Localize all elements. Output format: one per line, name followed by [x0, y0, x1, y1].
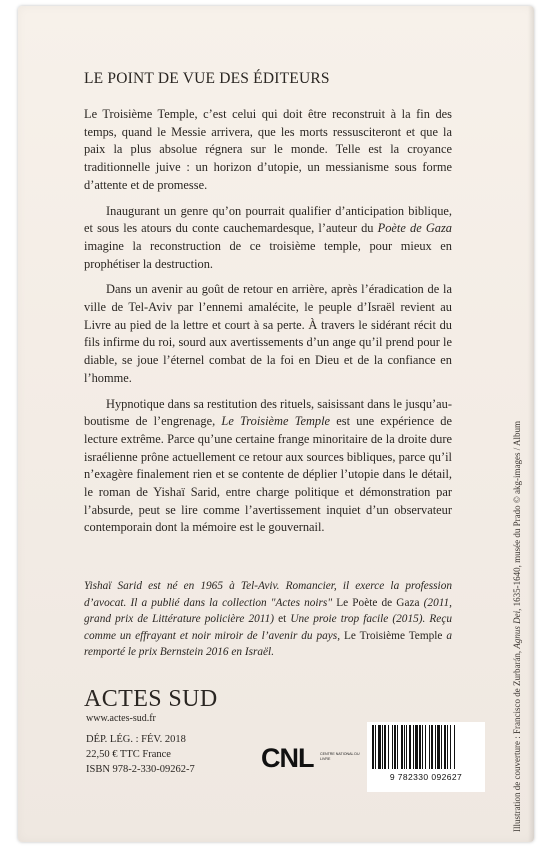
barcode-bar — [450, 725, 451, 769]
barcode-bar — [404, 725, 405, 769]
legal-deposit: DÉP. LÉG. : FÉV. 2018 — [86, 734, 186, 745]
barcode-bar — [375, 725, 376, 769]
p4-title: Le Troisième Temple — [221, 414, 331, 429]
barcode-bar — [406, 725, 407, 769]
barcode-bar — [384, 725, 386, 769]
bio-text-a: Yishaï Sarid est né en 1965 à Tel-Aviv. Romancier, il exerce la profession d’avocat. Il a publié dans la collection "Actes noirs" — [84, 580, 452, 609]
barcode-bar — [454, 725, 455, 769]
bio-text-e: a remporté le prix Bernstein 2016 en Israël. — [84, 629, 452, 658]
barcode-bar — [425, 725, 426, 769]
book-back-cover — [18, 6, 534, 842]
cnl-logo-mark: CNL — [261, 743, 314, 773]
barcode-bar — [447, 725, 448, 769]
p2-text-b: imagine la reconstruction de ce troisième temple, pour mieux en prophétiser la destruction. — [84, 238, 452, 271]
barcode-bar — [388, 725, 389, 769]
author-bio — [84, 578, 452, 661]
bio-text-c: et — [278, 613, 287, 625]
blurb-paragraph-1: Le Troisième Temple, c’est celui qui doit être reconstruit à la fin des temps, quand le Messie arrivera, que les morts ressusciteront et que la paix la plus absolue régnera sur le monde. Telle est la croyance traditionnelle juive : un horizon d’utopie, un messianisme sous forme d’attente et de promesse. — [84, 107, 452, 192]
legal-info — [86, 732, 195, 777]
barcode-bars — [370, 725, 482, 771]
blurb-paragraph-2 — [84, 203, 452, 274]
publisher-logo: ACTES SUD — [84, 686, 218, 712]
barcode-digits: 9 782330 092627 — [389, 772, 463, 782]
p4-text-b: est une expérience de lecture extrême. Parce qu’une certaine frange minoritaire de la droite dure israélienne prône actuellement ce retour aux sources bibliques, parce qu’il n’exagère finalement rien et se contente de déplier l’utopie dans le détail, le roman de Yishaï Sarid, entre charge politique et démonstration par l’absurde, peut se lire comme l’avertissement inquiet d’un observateur contemporain dont la mémoire est le gouvernail. — [84, 414, 452, 535]
p2-title: Poète de Gaza — [377, 221, 452, 236]
barcode-bar — [409, 725, 411, 769]
p4-text-a: Hypnotique dans sa restitution des rituels, saisissant dans le jusqu’au-boutisme de l’engrenage, — [84, 396, 452, 429]
cnl-logo — [261, 743, 360, 783]
barcode-bar — [429, 725, 430, 769]
barcode — [367, 722, 485, 792]
barcode-bar — [419, 725, 421, 769]
barcode-bar — [392, 725, 393, 769]
barcode-bar — [441, 725, 442, 769]
barcode-bar — [437, 725, 440, 769]
bio-title-3: Le Troisième Temple — [343, 629, 443, 642]
bio-title-1: Le Poète de Gaza — [336, 596, 420, 609]
cnl-logo-text: CENTRE NATIONAL DU LIVRE — [320, 752, 360, 761]
blurb-paragraph-3: Dans un avenir au goût de retour en arrière, après l’éradication de la ville de Tel-Aviv par l’ennemi amalécite, le peuple d’Israël revient au Livre au pied de la lettre et court à sa perte. À travers le sidérant récit du fils infirme du roi, sourd aux avertissements d’un ange qu’il prend pour le diable, se joue l’éternel combat de la foi en Dieu et de la confiance en l’homme. — [84, 282, 452, 385]
credit-text-b: , 1635-1640, musée du Prado © akg-images / Album — [512, 420, 522, 611]
bio-text-b: (2011, grand prix de Littérature policière 2011) — [84, 596, 452, 625]
barcode-bar — [413, 725, 414, 769]
barcode-bar — [415, 725, 418, 769]
credit-title: Agnus Dei — [512, 610, 522, 649]
blurb-text — [84, 106, 452, 545]
blurb-paragraph-4 — [84, 396, 452, 538]
barcode-bar — [394, 725, 396, 769]
isbn: ISBN 978-2-330-09262-7 — [86, 764, 195, 775]
barcode-bar — [382, 725, 383, 769]
bio-title-2: Une proie trop facile — [286, 613, 389, 625]
publisher-url: www.actes-sud.fr — [86, 713, 156, 724]
barcode-bar — [372, 725, 374, 769]
barcode-bar — [431, 725, 433, 769]
bio-text-d: (2015). Reçu comme un effrayant et noir miroir de l’avenir du pays, — [84, 613, 452, 642]
barcode-bar — [401, 725, 403, 769]
barcode-bar — [422, 725, 423, 769]
barcode-bar — [444, 725, 446, 769]
price: 22,50 € TTC France — [86, 749, 171, 760]
barcode-bar — [397, 725, 398, 769]
section-heading: LE POINT DE VUE DES ÉDITEURS — [84, 70, 330, 87]
cover-credit — [512, 421, 522, 832]
p2-text-a: Inaugurant un genre qu’on pourrait qualifier d’anticipation biblique, et sous les atours du conte cauchemardesque, l’auteur du — [84, 203, 452, 236]
credit-text-a: Illustration de couverture : Francisco de Zurbarán, — [512, 648, 522, 832]
barcode-bar — [435, 725, 436, 769]
barcode-bar — [378, 725, 381, 769]
